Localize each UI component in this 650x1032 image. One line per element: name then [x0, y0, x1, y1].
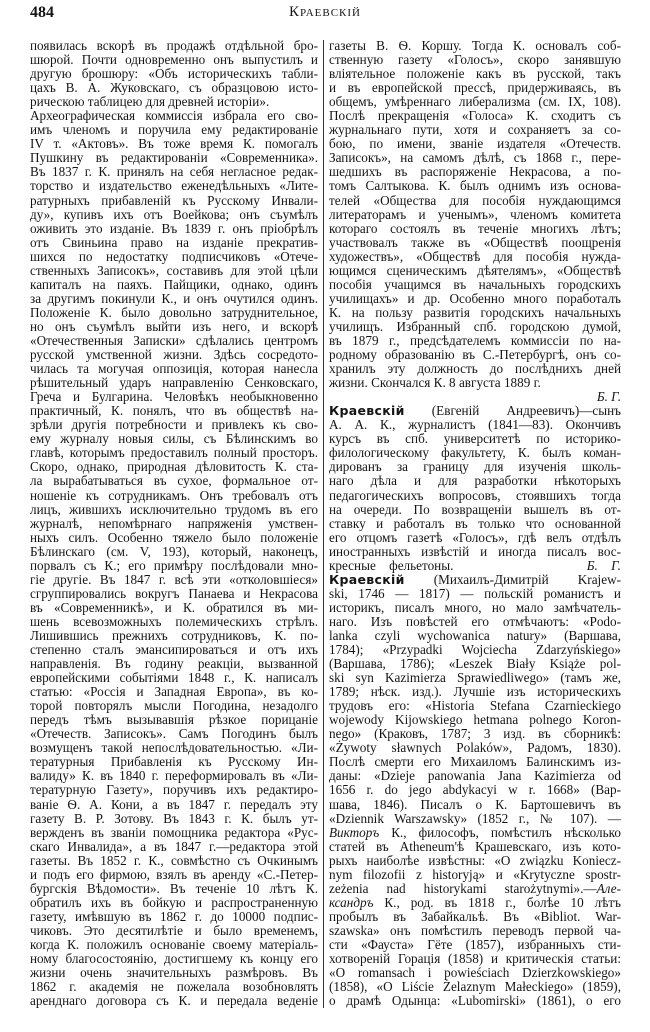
text-line: Пушкину въ редактированіи «Современника».	[30, 150, 318, 166]
text-segment: (Евгеній Андреевичъ)—сынъ	[404, 403, 621, 419]
column-divider	[323, 40, 324, 1008]
text-line: Послѣ прекращенія «Голоса» К. сходитъ съ	[329, 108, 621, 124]
text-line: бургскія Вѣдомости». Въ теченіе 10 лѣтъ К.	[30, 880, 318, 896]
text-line: Положеніе К. было довольно затруднительное,	[30, 304, 318, 320]
text-line: журналѣ, непомѣрнаго напряженія умствен-	[30, 515, 318, 531]
text-line: ному благосостоянію, достигшему къ концу его	[30, 951, 318, 967]
text-line: (Варшава, 1786); «Leszek Biały Książe pol-	[329, 656, 621, 672]
text-line: обратилъ ихъ въ бойкую и распространенную	[30, 894, 318, 910]
text-line: курсъ въ спб. университетѣ по историко-	[329, 431, 621, 447]
text-line: другую брошюру: «Объ историческихъ табли-	[30, 66, 318, 82]
text-line: зрѣли другія потребности и привлекъ къ сво-	[30, 417, 318, 433]
text-line: Бѣлинскаго (см. V, 193), который, наконецъ,	[30, 543, 318, 559]
text-segment: К., философъ, помѣстилъ нѣсколько	[379, 824, 621, 840]
text-line: статей въ Atheneum'ѣ Крашевскаго, изъ кото-	[329, 838, 621, 854]
text-line: цахъ В. А. Жуковскаго, съ образцовою исто-	[30, 80, 318, 96]
text-line: 1789; нѣск. изд.). Лучшіе изъ историческихъ	[329, 684, 621, 700]
text-line: сгруппировались вокругъ Панаева и Некрасова	[30, 585, 318, 601]
text-line: Послѣ смерти его Михаиломъ Балинскимъ из-	[329, 754, 621, 770]
text-line: А. А. К., журналистъ (1841—83). Окончивъ	[329, 417, 621, 433]
text-line: шюрой. Почти одновременно онъ выпустилъ и	[30, 52, 318, 68]
text-line: европейскими событіями 1848 г., К. написалъ	[30, 670, 318, 686]
text-line: чилась та могучая оппозиція, которая нанесла	[30, 361, 318, 377]
text-line: ваніе Ѳ. А. Кони, а въ 1847 г. передалъ эту	[30, 796, 318, 812]
text-line: торство и издательство еженедѣльныхъ «Лите-	[30, 178, 318, 194]
text-line: «O romansach i powieściach Dzierzkowskiego»	[329, 965, 621, 981]
text-line: «Отечественныя Записки» сдѣлались центромъ	[30, 332, 318, 348]
text-line: вержденъ въ званіи помощника редактора «Рус-	[30, 824, 318, 840]
text-line: nym filozofii z historyją» и «Krytyczne spostr-	[329, 866, 621, 882]
text-line: статью: «Россія и Западная Европа», въ ко-	[30, 684, 318, 700]
text-line: ski, 1746 — 1817) — польскій романистъ и	[329, 585, 621, 601]
text-line: газету, имѣвшую въ 1862 г. до 10000 подпис-	[30, 908, 318, 924]
text-line: котораго состоялъ въ теченіе многихъ лѣтъ;	[329, 220, 621, 236]
text-line: трудовъ его: «Historia Stefana Czarnieckiego	[329, 698, 621, 714]
text-segment: К., род. въ 1818 г., болѣе 10 лѣтъ	[373, 894, 621, 910]
text-line: ственныхъ Записокъ», составивъ для этой цѣли	[30, 262, 318, 278]
text-line: передъ тѣмъ вызывавшія рѣзкое порицаніе	[30, 712, 318, 728]
text-line: въ 1879 г., предсѣдателемъ коммиссіи по на-	[329, 332, 621, 348]
text-line: рѣшительный ударъ направленію Сенковскаго,	[30, 375, 318, 391]
text-line: педагогическихъ вопросовъ, стоявшихъ тогда	[329, 487, 621, 503]
text-line: шихся по недостатку подписчиковъ «Отече-	[30, 248, 318, 264]
text-line: за другимъ покинули К., и онъ очутился одинъ.	[30, 290, 318, 306]
text-line: хотвореній Горація (1858) и критическія статьи:	[329, 951, 621, 967]
text-line: русской умственной жизни. Здѣсь сосредото-	[30, 347, 318, 363]
text-line	[329, 404, 621, 418]
italic-text: Але-	[596, 880, 621, 896]
text-line	[329, 573, 621, 587]
right-column	[329, 39, 621, 1008]
text-line: «Отечеств. Записокъ». Самъ Погодинъ былъ	[30, 726, 318, 742]
text-line: аренднаго договора съ К. и передала веденіе	[30, 993, 318, 1009]
running-head: Краевскій	[289, 4, 361, 20]
text-line: возмущенъ такой непослѣдовательностью. «Ли-	[30, 740, 318, 756]
text-line: газету В. Р. Зотову. Въ 1843 г. К. былъ ут-	[30, 810, 318, 826]
page-number: 484	[30, 4, 54, 21]
text-line: рическою таблицею для древней исторіи».	[30, 94, 270, 110]
text-line: IV т. «Актовъ». Въ тоже время К. помогалъ	[30, 136, 318, 152]
text-line: Греча и Булгарина. Человѣкъ необыкновенно	[30, 389, 318, 405]
text-line: лицъ, жившихъ исключительно трудомъ въ его	[30, 501, 318, 517]
text-line: (1858), «O Liście Żelaznym Małeckiego» (1859),	[329, 979, 621, 995]
text-line	[329, 559, 621, 573]
text-line: направленія. Въ годину реакціи, вызванной	[30, 656, 318, 672]
text-line: Записокъ», на самомъ дѣлѣ, съ 1868 г., пере-	[329, 150, 621, 166]
text-line: но онъ съумѣлъ выйти изъ него, и вскорѣ	[30, 318, 318, 334]
text-line: рыхъ наиболѣе извѣстны: «O związku Koniecz-	[329, 852, 621, 868]
text-line: и въ европейской прессѣ, придерживаясь, въ	[329, 80, 621, 96]
text-line: 1656 r. do jego abdykacyi w r. 1668» (Вар-	[329, 782, 621, 798]
text-line	[329, 896, 621, 910]
text-line: степенно сталъ эмансипироваться и отъ ихъ	[30, 642, 318, 658]
text-line: пробылъ въ Забайкальѣ. Въ «Bibliot. War-	[329, 908, 621, 924]
text-line: наго дѣла и для разработки нѣкоторыхъ	[329, 473, 621, 489]
text-line: ла вырабатываться въ сухое, формальное от-	[30, 473, 318, 489]
text-line: nego» (Краковъ, 1787; 3 изд. въ сборникѣ:	[329, 726, 621, 742]
text-line: 1862 г. академія не пожелала возобновлять	[30, 979, 318, 995]
italic-text: Б. Г.	[596, 389, 621, 405]
text-line: практичный, К. понялъ, что въ обществѣ на-	[30, 403, 318, 419]
text-line: szawska» онъ помѣстилъ переводъ первой ча-	[329, 922, 621, 938]
text-line: ношеніе къ сотрудникамъ. Онъ требовалъ отъ	[30, 487, 318, 503]
text-line: оживить это изданіе. Въ 1839 г. онъ пріобрѣлъ	[30, 220, 318, 236]
text-line: училищахъ» и др. Особенно много поработалъ	[329, 290, 621, 306]
text-line: газеты В. Ѳ. Коршу. Тогда К. основалъ соб-	[329, 38, 621, 53]
text-line: ду», купивъ ихъ отъ Воейкова; онъ съумѣлъ	[30, 206, 318, 222]
text-line: на очереди. По возвращеніи вышелъ въ от-	[329, 501, 621, 517]
text-line: родному образованію въ С.-Петербургѣ, онъ со-	[329, 347, 621, 363]
text-line: художествъ», «Обществѣ для пособія нужда-	[329, 248, 621, 264]
text-line: имъ членомъ и поручила ему редактированіе	[30, 122, 318, 138]
text-line: хранилъ эту должность до послѣднихъ дней	[329, 361, 621, 377]
italic-text: Викторъ	[329, 824, 380, 840]
italic-text: Б. Г.	[586, 557, 621, 573]
text-line: Въ 1837 г. К. принялъ на себя негласное редак-	[30, 164, 318, 180]
text-line: его отцомъ газетѣ «Голосъ», гдѣ велъ отдѣлъ	[329, 529, 621, 545]
text-line: училищъ. Избранный спб. городскою думой,	[329, 318, 621, 334]
text-line: шедшихъ въ распоряженіе Некрасова, а по-	[329, 164, 621, 180]
text-line: и подъ его фирмою, взялъ въ аренду «С.-Петер-	[30, 866, 318, 882]
text-line	[329, 882, 621, 896]
text-line: Лишившись прежнихъ сотрудниковъ, К. по-	[30, 627, 318, 643]
text-line: сти «Фауста» Гёте (1857), избранныхъ сти-	[329, 937, 621, 952]
text-line: главѣ, которымъ предоставилъ полный просторъ.	[30, 445, 318, 461]
text-line	[329, 390, 621, 404]
text-line: появилась вскорѣ въ продажѣ отдѣльной бро-	[30, 38, 318, 53]
entry-headword: Краевскій	[329, 571, 405, 587]
entry-headword: Краевскій	[329, 403, 405, 419]
text-line: филологическому факультету, К. былъ коман-	[329, 445, 621, 461]
text-line: телей «Общества для пособія нуждающимся	[329, 192, 621, 208]
left-column	[30, 39, 318, 1008]
text-line: даны: «Dzieje panowania Jana Kazimierza od	[329, 768, 621, 784]
text-line: дированъ за границу для изученія школь-	[329, 459, 621, 475]
text-line: гіе другіе. Въ 1847 г. всѣ эти «отколовшіеся»	[30, 571, 318, 587]
text-line: шень всевозможныхъ полемическихъ стрѣлъ.	[30, 613, 318, 629]
text-line: капиталъ на паяхъ. Пайщики, однако, одинъ	[30, 276, 318, 292]
text-line: отъ Свиньина право на изданіе прекратив-	[30, 234, 318, 250]
text-line: наго. Изъ повѣстей его отмѣчаютъ: «Podo-	[329, 613, 621, 629]
text-line: участвовалъ также въ «Обществѣ поощренія	[329, 234, 621, 250]
text-line: о драмѣ Одынца: «Lubomirski» (1861), о его	[329, 993, 621, 1009]
text-segment: кресные фельетоны.	[329, 557, 587, 573]
italic-text: ксандръ	[329, 894, 374, 910]
text-line: К. на пользу развитія городскихъ начальныхъ	[329, 304, 621, 320]
text-segment: zeżenia nad historykami starożytnymi».—	[329, 880, 597, 896]
text-line: ющимся сценическимъ дѣятелямъ», «Обществѣ	[329, 262, 621, 278]
text-line: томъ Салтыкова. К. былъ однимъ изъ основа-	[329, 178, 621, 194]
text-line: тературную Газету», поручивъ ихъ редактиро-	[30, 782, 318, 798]
text-line: ственную газету «Голосъ», скоро занявшую	[329, 52, 621, 68]
text-line: тературныя Прибавленія къ Русскому Ин-	[30, 754, 318, 770]
text-line: жизни. Скончался К. 8 августа 1889 г.	[329, 375, 541, 391]
text-line: Археографическая коммиссія избрала его сво-	[30, 108, 318, 124]
text-line: Скоро, однако, природная дѣловитость К. ста-	[30, 459, 318, 475]
text-line: валиду» К. въ 1840 г. переформировалъ въ «Ли-	[30, 768, 318, 784]
text-line: журнальнаго пути, хотя и сохраняетъ за со-	[329, 122, 621, 138]
text-line: «Żywoty sławnych Polaków», Радомъ, 1830).	[329, 740, 621, 756]
text-line: когда К. положилъ основаніе своему матеріаль-	[30, 937, 318, 952]
text-line: вліятельное положеніе какъ въ русской, такъ	[329, 66, 621, 82]
text-line: скаго Инвалида», а въ 1847 г.—редактора этой	[30, 838, 318, 854]
text-line: ski syn Kazimierza Sprawiedliwego» (тамъ же,	[329, 670, 621, 686]
text-line: wojewody Kijowskiego hetmana polnego Koron-	[329, 712, 621, 728]
text-line: шава, 1846). Писалъ о К. Бартошевичъ въ	[329, 796, 621, 812]
text-line: торой повторялъ мысли Погодина, незадолго	[30, 698, 318, 714]
text-line: чиковъ. Это десятилѣтіе и было временемъ,	[30, 922, 318, 938]
text-line: ратурныхъ прибавленій къ Русскому Инвали-	[30, 192, 318, 208]
text-line: въ «Современникѣ», и К. обратился въ ми-	[30, 599, 318, 615]
text-line: 1784); «Przypadki Wojciecha Zdarzyńskiego»	[329, 642, 621, 658]
text-line: газеты. Въ 1852 г. К., совмѣстно съ Очкинымъ	[30, 852, 318, 868]
text-line: литераторамъ и ученымъ», членомъ комитета	[329, 206, 621, 222]
text-line: историкъ, писалъ много, но мало замѣчатель-	[329, 599, 621, 615]
text-line: бою, по имени, званіе издателя «Отечеств.	[329, 136, 621, 152]
text-line: ему журналу новыя силы, съ Бѣлинскимъ во	[30, 431, 318, 447]
text-segment: (Михаилъ-Димитрій Krajew-	[404, 571, 621, 587]
text-line: иностранныхъ извѣстій и иногда писалъ вос-	[329, 543, 621, 559]
text-line	[329, 826, 621, 840]
text-line: ставку и работалъ въ только что основанной	[329, 515, 621, 531]
text-line: lanka czyli wychowanica natury» (Варшава,	[329, 627, 621, 643]
text-line: жизни очень значительныхъ размѣровъ. Въ	[30, 965, 318, 981]
text-line: порвалъ съ К.; его примѣру послѣдовали мно-	[30, 557, 318, 573]
text-line: «Dziennik Warszawsky» (1852 г., № 107). —	[329, 810, 621, 826]
text-line: ныхъ силъ. Особенно тяжело было положеніе	[30, 529, 318, 545]
text-line: пособія учащимся въ начальныхъ городскихъ	[329, 276, 621, 292]
text-line: общемъ, умѣреннаго либерализма (см. IX, 108).	[329, 94, 621, 110]
